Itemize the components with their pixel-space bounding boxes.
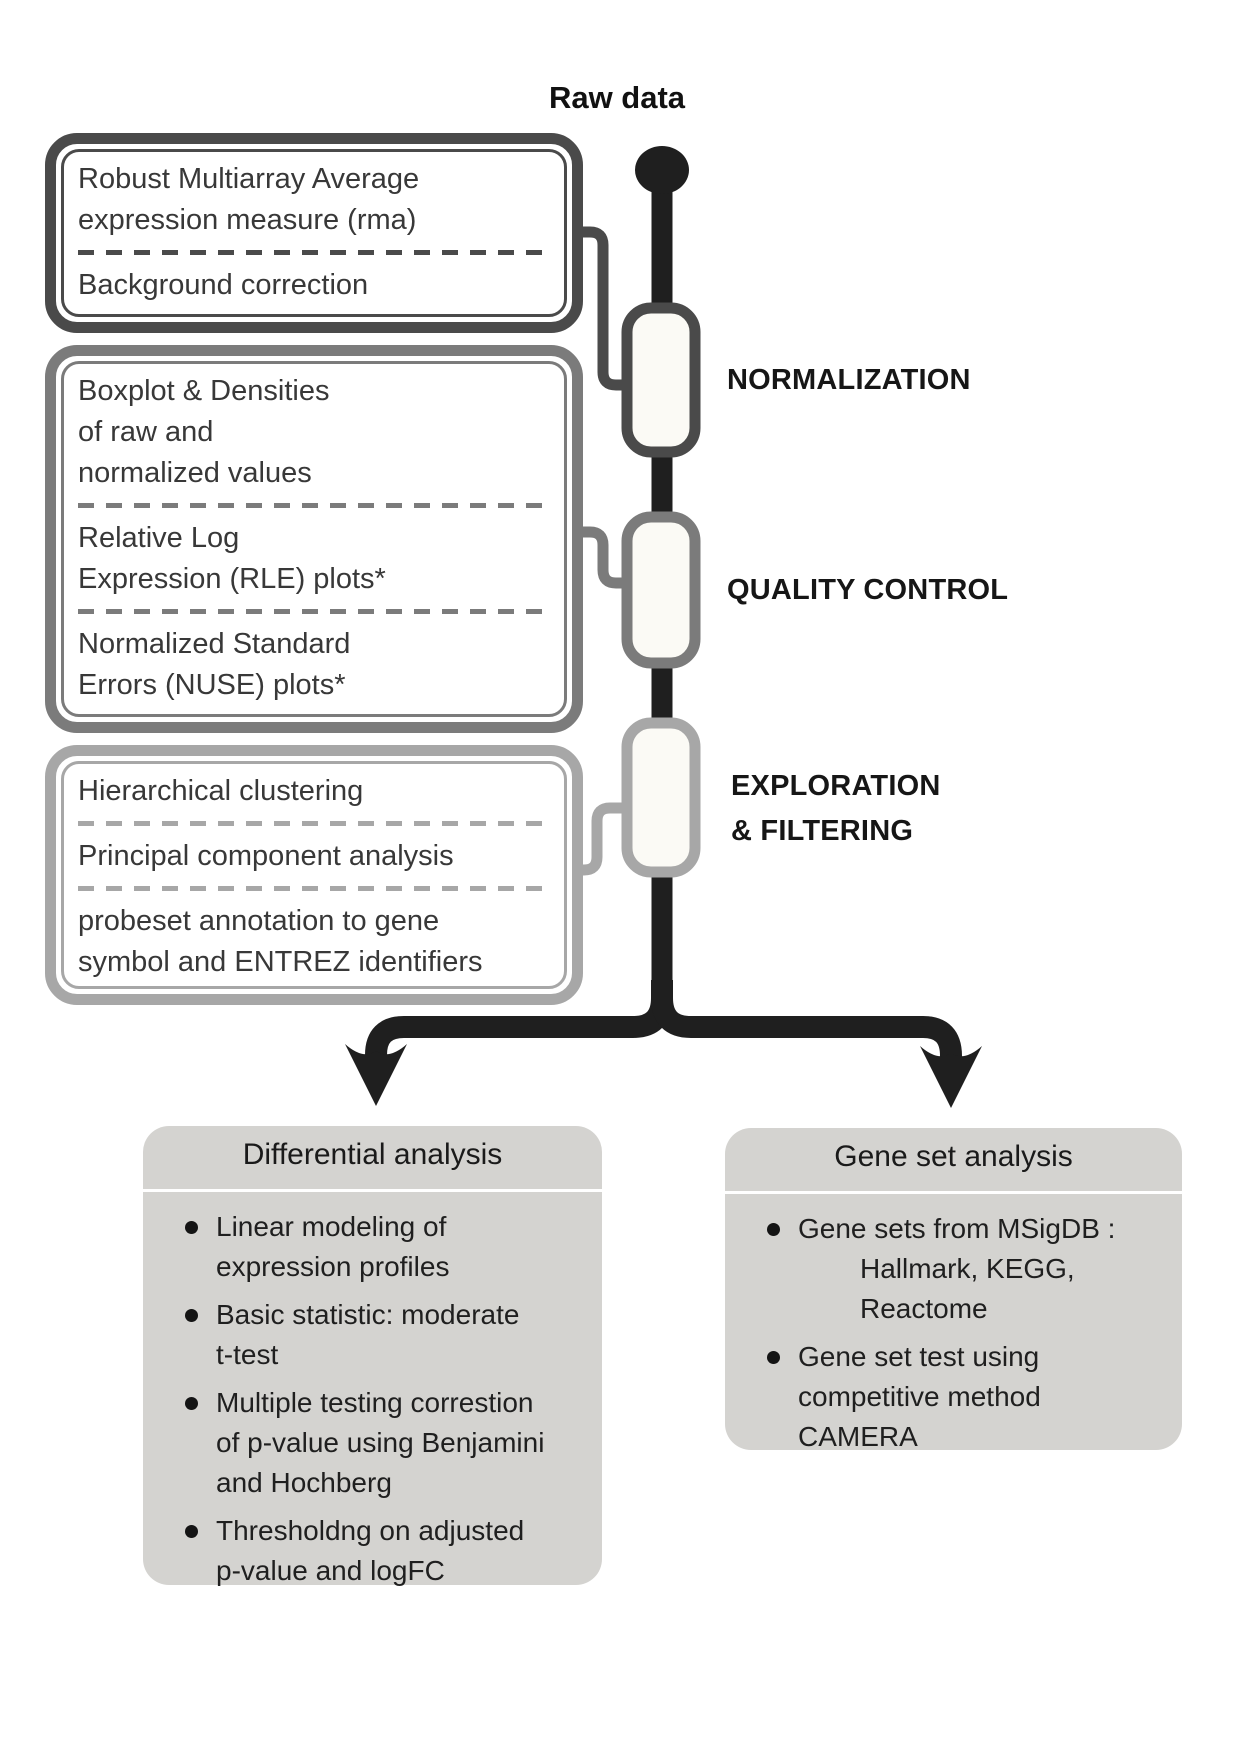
stage-label-normalization (727, 358, 971, 403)
method-line: Normalized Standard (78, 628, 351, 660)
bullet-line: Thresholdng on adjusted (216, 1515, 525, 1546)
method-line: symbol and ENTREZ identifiers (78, 946, 483, 978)
panel-differential-analysis (143, 1126, 602, 1585)
bullet-icon (767, 1223, 780, 1236)
panel-title: Differential analysis (143, 1126, 602, 1192)
bullet-icon (185, 1309, 198, 1322)
connector-normalization (578, 232, 626, 385)
dashed-divider (78, 609, 550, 614)
bullet-text (798, 1337, 1041, 1457)
method-line: Errors (NUSE) plots* (78, 669, 346, 701)
dashed-divider (78, 886, 550, 891)
bullet-line: Linear modeling of (216, 1211, 447, 1242)
bullet-text (216, 1295, 519, 1375)
bullet-line: competitive method (798, 1381, 1041, 1412)
method-line: normalized values (78, 457, 312, 489)
stage-label-line: EXPLORATION (731, 770, 941, 802)
list-item (185, 1295, 592, 1375)
raw-data-dot (635, 146, 689, 194)
bullet-text (216, 1511, 524, 1591)
method-box-inner (61, 361, 567, 717)
method-box-normalization (45, 133, 583, 333)
node-exploration-filtering (627, 723, 695, 872)
list-item (767, 1337, 1172, 1457)
bullet-line: of p-value using Benjamini (216, 1427, 545, 1458)
right-arrowhead-icon (920, 1046, 982, 1108)
node-quality-control (627, 517, 695, 663)
method-box-exploration (45, 745, 583, 1005)
fork-right-arm (662, 980, 951, 1062)
method-line: probeset annotation to gene (78, 905, 440, 937)
method-box-quality-control (45, 345, 583, 733)
left-arrowhead-icon (345, 1044, 407, 1106)
method-line: Background correction (78, 269, 369, 301)
method-line: Principal component analysis (78, 840, 454, 872)
dashed-divider (78, 821, 550, 826)
list-item (767, 1209, 1172, 1329)
stage-label-quality-control (727, 568, 1008, 613)
stage-label-exploration-filtering (731, 764, 941, 854)
bullet-icon (185, 1525, 198, 1538)
bullet-text (216, 1207, 449, 1287)
connector-quality-control (578, 532, 626, 583)
method-box-inner (61, 149, 567, 317)
bullet-list (143, 1192, 602, 1591)
bullet-icon (185, 1221, 198, 1234)
bullet-line: Basic statistic: moderate (216, 1299, 520, 1330)
bullet-list (725, 1194, 1182, 1457)
method-line: Boxplot & Densities (78, 375, 330, 407)
bullet-icon (185, 1397, 198, 1410)
panel-title: Gene set analysis (725, 1128, 1182, 1194)
method-line: of raw and (78, 416, 214, 448)
node-normalization (627, 308, 695, 452)
list-item (185, 1383, 592, 1503)
dashed-divider (78, 250, 550, 255)
connector-exploration (578, 808, 626, 870)
stage-label-line: & FILTERING (731, 815, 914, 847)
method-line: expression measure (rma) (78, 204, 417, 236)
method-line: Hierarchical clustering (78, 775, 364, 807)
bullet-line: Hallmark, KEGG, (860, 1253, 1075, 1284)
method-line: Robust Multiarray Average (78, 163, 420, 195)
list-item (185, 1511, 592, 1591)
bullet-icon (767, 1351, 780, 1364)
stage-label-line: NORMALIZATION (727, 364, 971, 396)
panel-gene-set-analysis (725, 1128, 1182, 1450)
bullet-text (216, 1383, 544, 1503)
bullet-line: Gene set test using (798, 1341, 1040, 1372)
bullet-line: p-value and logFC (216, 1555, 445, 1586)
bullet-line: Reactome (860, 1293, 988, 1324)
stage-label-line: QUALITY CONTROL (727, 574, 1009, 606)
bullet-line: and Hochberg (216, 1467, 392, 1498)
method-line: Expression (RLE) plots* (78, 563, 386, 595)
bullet-line: Multiple testing correstion (216, 1387, 534, 1418)
dashed-divider (78, 503, 550, 508)
bullet-line: Gene sets from MSigDB : (798, 1213, 1116, 1244)
bullet-line: CAMERA (798, 1421, 918, 1452)
bullet-line: expression profiles (216, 1251, 450, 1282)
bullet-text (798, 1209, 1115, 1329)
method-line: Relative Log (78, 522, 240, 554)
raw-data-label: Raw data (548, 80, 686, 115)
method-box-inner (61, 761, 567, 989)
list-item (185, 1207, 592, 1287)
bullet-line: t-test (216, 1339, 279, 1370)
